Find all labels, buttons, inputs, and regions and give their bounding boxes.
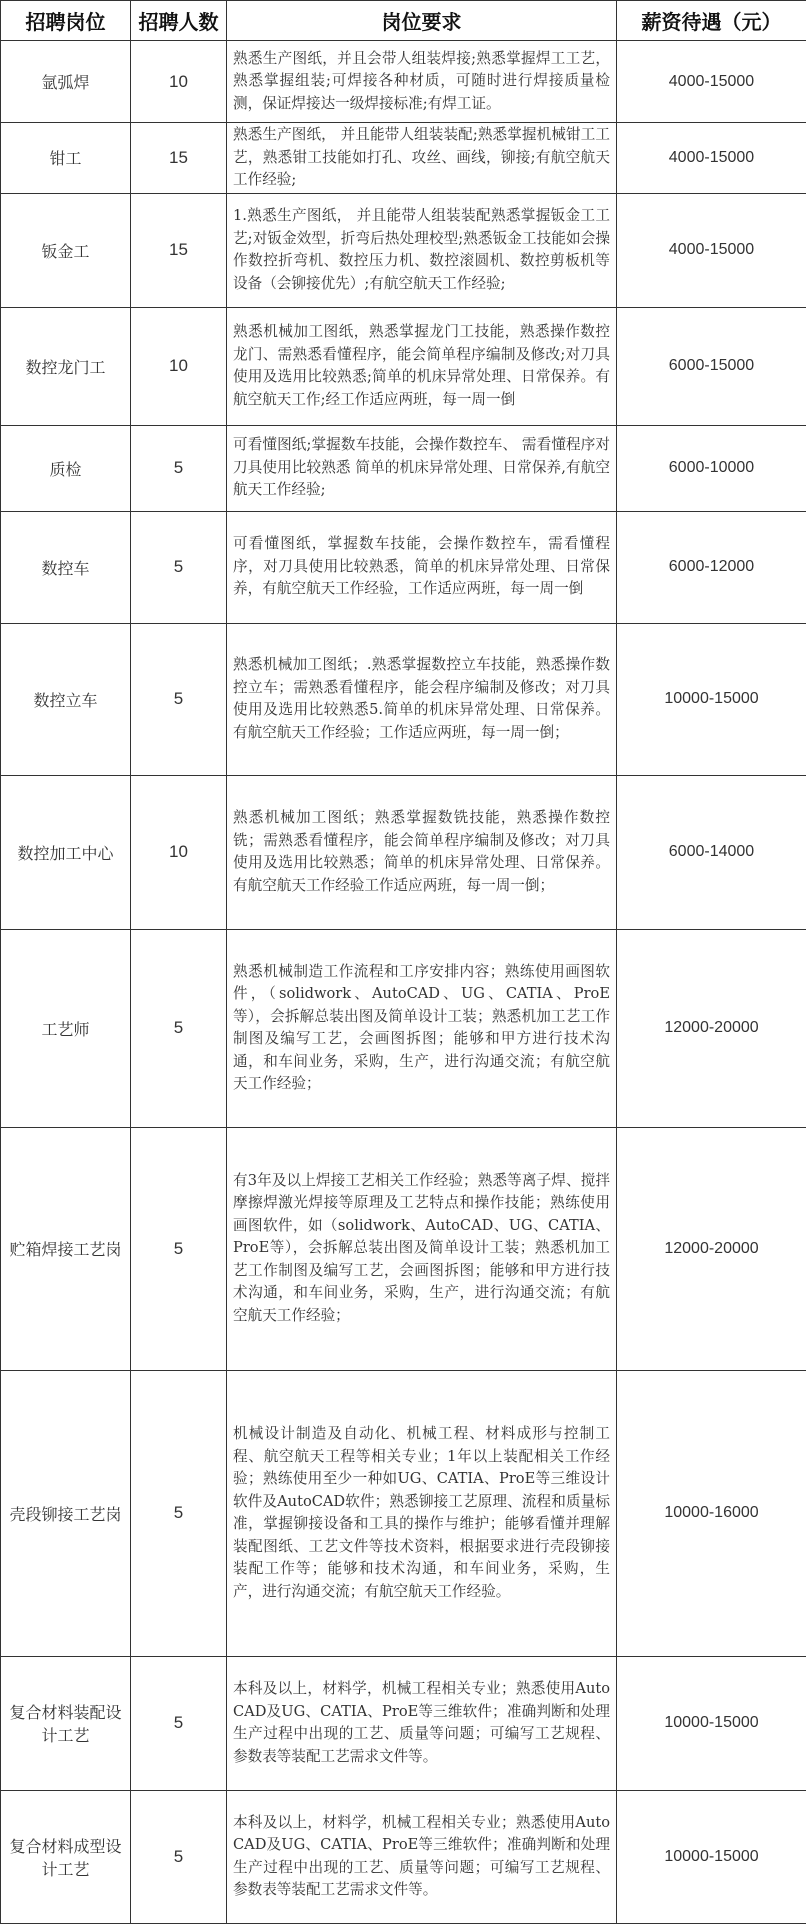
salary: 6000-14000 <box>617 775 806 929</box>
table-row <box>1 123 806 194</box>
requirements: 1.熟悉生产图纸， 并且能带人组装装配熟悉掌握钣金工工艺;对钣金效型，折弯后热处理校型;熟悉钣金工技能如会操作数控折弯机、数控压力机、数控滚圆机、数控剪板机等设备（会铆接优先）;有航空航天工作经验; <box>227 193 617 307</box>
requirements: 可看懂图纸，掌握数车技能，会操作数控车，需看懂程序，对刀具使用比较熟悉，简单的机床异常处理、日常保养，有航空航天工作经验，工作适应两班，每一周一倒 <box>227 511 617 623</box>
hire-count: 10 <box>131 41 227 123</box>
header-post: 招聘岗位 <box>1 1 131 41</box>
requirements: 机械设计制造及自动化、机械工程、材料成形与控制工程、航空航天工程等相关专业；1年以上装配相关工作经验；熟练使用至少一种如UG、CATIA、ProE等三维设计软件及AutoCAD软件；熟悉铆接工艺原理、流程和质量标准，掌握铆接设备和工具的操作与维护；能够看懂并理解装配图纸、工艺文件等技术资料，根据要求进行壳段铆接装配工作等；能够和技术沟通，和车间业务，采购，生产，进行沟通交流；有航空航天工作经验。 <box>227 1370 617 1656</box>
salary: 6000-10000 <box>617 425 806 511</box>
post-name: 复合材料成型设计工艺 <box>1 1790 131 1923</box>
post-name: 数控加工中心 <box>1 775 131 929</box>
hire-count: 5 <box>131 425 227 511</box>
post-name: 复合材料装配设计工艺 <box>1 1656 131 1790</box>
table-row <box>1 623 806 775</box>
table-row <box>1 1127 806 1370</box>
post-name: 贮箱焊接工艺岗 <box>1 1127 131 1370</box>
salary: 10000-16000 <box>617 1370 806 1656</box>
table-row <box>1 41 806 123</box>
salary: 6000-15000 <box>617 307 806 425</box>
salary: 10000-15000 <box>617 1656 806 1790</box>
requirements: 熟悉机械制造工作流程和工序安排内容；熟练使用画图软件，（solidwork、AutoCAD、UG、CATIA、ProE等），会拆解总装出图及简单设计工装；熟悉机加工艺工作制图及编写工艺，会画图拆图；能够和甲方进行技术沟通，和车间业务，采购，生产，进行沟通交流；有航空航天工作经验； <box>227 929 617 1127</box>
post-name: 工艺师 <box>1 929 131 1127</box>
requirements: 熟悉生产图纸， 并且能带人组装装配;熟悉掌握机械钳工工艺，熟悉钳工技能如打孔、攻丝、画线，铆接;有航空航天工作经验; <box>227 123 617 194</box>
post-name: 数控车 <box>1 511 131 623</box>
post-name: 壳段铆接工艺岗 <box>1 1370 131 1656</box>
requirements: 熟悉生产图纸，并且会带人组装焊接;熟悉掌握焊工工艺，熟悉掌握组装;可焊接各种材质，可随时进行焊接质量检测，保证焊接达一级焊接标准;有焊工证。 <box>227 41 617 123</box>
requirements: 本科及以上，材料学，机械工程相关专业；熟悉使用AutoCAD及UG、CATIA、ProE等三维软件；准确判断和处理生产过程中出现的工艺、质量等问题；可编写工艺规程、参数表等装配工艺需求文件等。 <box>227 1790 617 1923</box>
requirements: 熟悉机械加工图纸，熟悉掌握龙门工技能，熟悉操作数控龙门、需熟悉看懂程序，能会简单程序编制及修改;对刀具使用及选用比较熟悉;简单的机床异常处理、日常保养。有航空航天工作;经工作适应两班，每一周一倒 <box>227 307 617 425</box>
requirements: 熟悉机械加工图纸；.熟悉掌握数控立车技能，熟悉操作数控立车；需熟悉看懂程序，能会程序编制及修改；对刀具使用及选用比较熟悉5.简单的机床异常处理、日常保养。 有航空航天工作经验；工作适应两班，每一周一倒； <box>227 623 617 775</box>
table-row <box>1 1370 806 1656</box>
header-requirements: 岗位要求 <box>227 1 617 41</box>
hire-count: 5 <box>131 1370 227 1656</box>
post-name: 质检 <box>1 425 131 511</box>
hire-count: 15 <box>131 123 227 194</box>
salary: 12000-20000 <box>617 929 806 1127</box>
hire-count: 10 <box>131 775 227 929</box>
post-name: 数控龙门工 <box>1 307 131 425</box>
table-row <box>1 929 806 1127</box>
hire-count: 5 <box>131 1656 227 1790</box>
hire-count: 5 <box>131 1790 227 1923</box>
salary: 6000-12000 <box>617 511 806 623</box>
salary: 10000-15000 <box>617 1790 806 1923</box>
salary: 12000-20000 <box>617 1127 806 1370</box>
hire-count: 5 <box>131 623 227 775</box>
hire-count: 15 <box>131 193 227 307</box>
post-name: 数控立车 <box>1 623 131 775</box>
salary: 4000-15000 <box>617 193 806 307</box>
table-row <box>1 1656 806 1790</box>
header-salary: 薪资待遇（元） <box>617 1 806 41</box>
table-row <box>1 511 806 623</box>
table-row <box>1 1790 806 1923</box>
post-name: 钳工 <box>1 123 131 194</box>
salary: 4000-15000 <box>617 123 806 194</box>
header-row <box>1 1 806 41</box>
table-row <box>1 425 806 511</box>
table-row <box>1 307 806 425</box>
requirements: 可看懂图纸;掌握数车技能，会操作数控车、 需看懂程序对刀具使用比较熟悉 简单的机床异常处理、日常保养,有航空航天工作经验; <box>227 425 617 511</box>
table-row <box>1 193 806 307</box>
hire-count: 10 <box>131 307 227 425</box>
table-row <box>1 775 806 929</box>
salary: 10000-15000 <box>617 623 806 775</box>
hire-count: 5 <box>131 511 227 623</box>
post-name: 氩弧焊 <box>1 41 131 123</box>
requirements: 熟悉机械加工图纸；熟悉掌握数铣技能，熟悉操作数控铣；需熟悉看懂程序，能会简单程序编制及修改；对刀具使用及选用比较熟悉；简单的机床异常处理、日常保养。有航空航天工作经验工作适应两班，每一周一倒； <box>227 775 617 929</box>
header-count: 招聘人数 <box>131 1 227 41</box>
hire-count: 5 <box>131 1127 227 1370</box>
post-name: 钣金工 <box>1 193 131 307</box>
requirements: 有3年及以上焊接工艺相关工作经验；熟悉等离子焊、搅拌摩擦焊激光焊接等原理及工艺特点和操作技能；熟练使用画图软件，如（solidwork、AutoCAD、UG、CATIA、ProE等），会拆解总装出图及简单设计工装；熟悉机加工艺工作制图及编写工艺，会画图拆图；能够和甲方进行技术沟通，和车间业务，采购，生产，进行沟通交流；有航空航天工作经验； <box>227 1127 617 1370</box>
salary: 4000-15000 <box>617 41 806 123</box>
requirements: 本科及以上，材料学，机械工程相关专业；熟悉使用AutoCAD及UG、CATIA、ProE等三维软件；准确判断和处理生产过程中出现的工艺、质量等问题；可编写工艺规程、参数表等装配工艺需求文件等。 <box>227 1656 617 1790</box>
hire-count: 5 <box>131 929 227 1127</box>
